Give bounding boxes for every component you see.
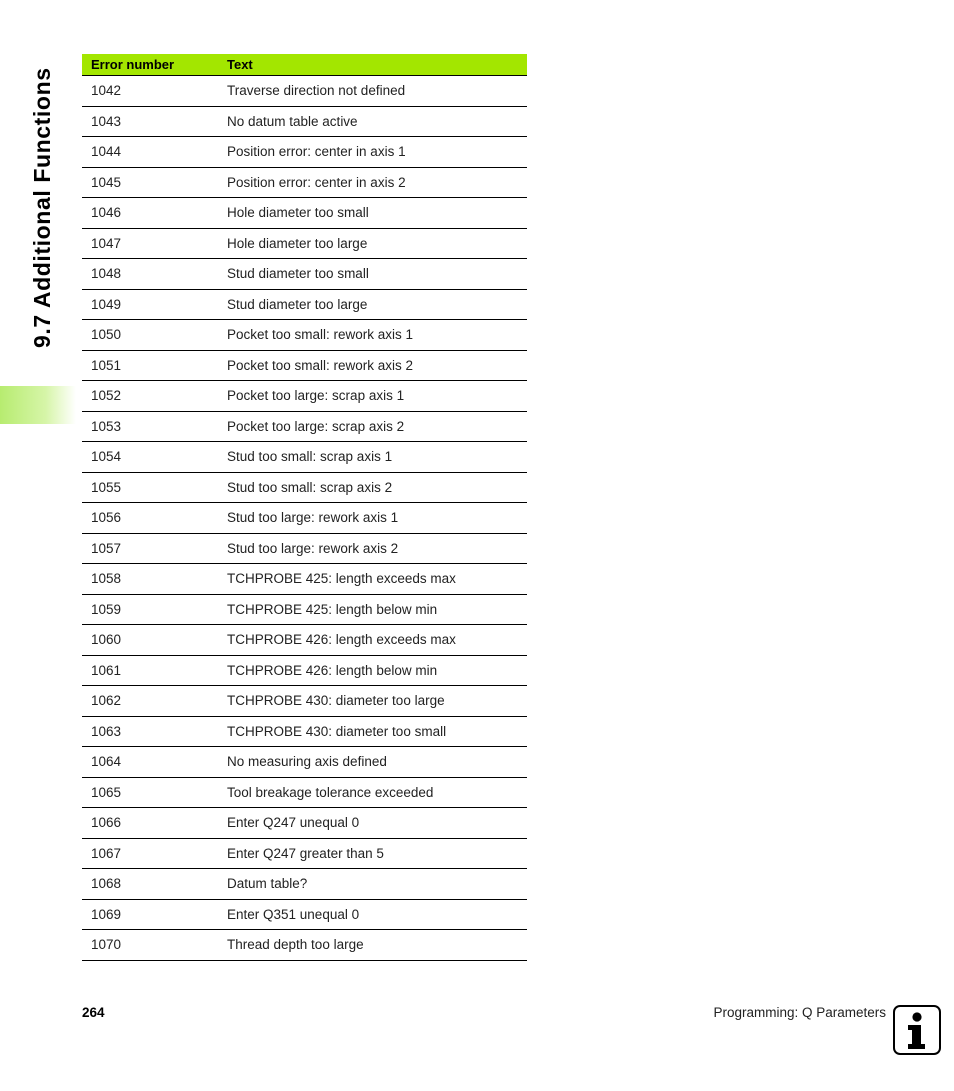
footer-chapter-title: Programming: Q Parameters xyxy=(713,1005,886,1020)
error-number-cell: 1046 xyxy=(82,198,218,229)
error-number-cell: 1069 xyxy=(82,899,218,930)
table-row xyxy=(82,594,527,625)
error-number-cell: 1063 xyxy=(82,716,218,747)
table-row xyxy=(82,259,527,290)
table-row xyxy=(82,686,527,717)
error-table xyxy=(82,54,527,961)
table-row xyxy=(82,808,527,839)
error-text-cell: TCHPROBE 426: length exceeds max xyxy=(218,625,527,656)
error-text-cell: Stud diameter too small xyxy=(218,259,527,290)
error-text-cell: No datum table active xyxy=(218,106,527,137)
error-text-cell: Tool breakage tolerance exceeded xyxy=(218,777,527,808)
error-text-cell: Stud too small: scrap axis 1 xyxy=(218,442,527,473)
table-row xyxy=(82,564,527,595)
error-text-cell: Traverse direction not defined xyxy=(218,76,527,107)
error-number-cell: 1042 xyxy=(82,76,218,107)
table-row xyxy=(82,777,527,808)
table-row xyxy=(82,655,527,686)
error-number-cell: 1052 xyxy=(82,381,218,412)
table-row xyxy=(82,350,527,381)
error-number-cell: 1043 xyxy=(82,106,218,137)
error-number-cell: 1066 xyxy=(82,808,218,839)
table-row xyxy=(82,747,527,778)
error-text-cell: Stud diameter too large xyxy=(218,289,527,320)
error-number-cell: 1055 xyxy=(82,472,218,503)
error-number-cell: 1050 xyxy=(82,320,218,351)
error-text-cell: Pocket too small: rework axis 1 xyxy=(218,320,527,351)
error-text-cell: No measuring axis defined xyxy=(218,747,527,778)
error-number-cell: 1070 xyxy=(82,930,218,961)
table-row xyxy=(82,838,527,869)
table-row xyxy=(82,442,527,473)
error-text-cell: Enter Q247 greater than 5 xyxy=(218,838,527,869)
error-number-cell: 1067 xyxy=(82,838,218,869)
table-row xyxy=(82,106,527,137)
error-number-cell: 1045 xyxy=(82,167,218,198)
error-text-cell: Pocket too large: scrap axis 1 xyxy=(218,381,527,412)
error-text-cell: Enter Q247 unequal 0 xyxy=(218,808,527,839)
error-number-cell: 1049 xyxy=(82,289,218,320)
table-row xyxy=(82,899,527,930)
table-row xyxy=(82,76,527,107)
error-number-cell: 1056 xyxy=(82,503,218,534)
error-number-cell: 1053 xyxy=(82,411,218,442)
error-number-cell: 1065 xyxy=(82,777,218,808)
error-text-cell: Thread depth too large xyxy=(218,930,527,961)
error-text-cell: Hole diameter too small xyxy=(218,198,527,229)
error-number-cell: 1061 xyxy=(82,655,218,686)
page-number: 264 xyxy=(82,1005,105,1020)
error-number-cell: 1068 xyxy=(82,869,218,900)
error-number-cell: 1064 xyxy=(82,747,218,778)
error-number-cell: 1044 xyxy=(82,137,218,168)
table-row xyxy=(82,533,527,564)
error-text-cell: Datum table? xyxy=(218,869,527,900)
table-row xyxy=(82,930,527,961)
table-row xyxy=(82,716,527,747)
table-row xyxy=(82,625,527,656)
table-row xyxy=(82,503,527,534)
error-text-cell: TCHPROBE 425: length below min xyxy=(218,594,527,625)
error-number-cell: 1047 xyxy=(82,228,218,259)
error-number-cell: 1059 xyxy=(82,594,218,625)
error-text-cell: Stud too large: rework axis 2 xyxy=(218,533,527,564)
table-row xyxy=(82,381,527,412)
table-row xyxy=(82,411,527,442)
error-text-cell: Stud too small: scrap axis 2 xyxy=(218,472,527,503)
column-header-error-number: Error number xyxy=(82,54,218,76)
table-row xyxy=(82,198,527,229)
table-row xyxy=(82,320,527,351)
error-text-cell: Position error: center in axis 1 xyxy=(218,137,527,168)
error-text-cell: TCHPROBE 426: length below min xyxy=(218,655,527,686)
error-text-cell: TCHPROBE 430: diameter too large xyxy=(218,686,527,717)
error-number-cell: 1048 xyxy=(82,259,218,290)
error-text-cell: Enter Q351 unequal 0 xyxy=(218,899,527,930)
chapter-tab-marker xyxy=(0,386,76,424)
table-row xyxy=(82,869,527,900)
error-text-cell: Position error: center in axis 2 xyxy=(218,167,527,198)
error-text-cell: Hole diameter too large xyxy=(218,228,527,259)
table-header-row xyxy=(82,54,527,76)
table-row xyxy=(82,228,527,259)
table-row xyxy=(82,167,527,198)
error-text-cell: Pocket too large: scrap axis 2 xyxy=(218,411,527,442)
error-text-cell: Stud too large: rework axis 1 xyxy=(218,503,527,534)
table-row xyxy=(82,137,527,168)
info-icon xyxy=(893,1005,941,1055)
section-title xyxy=(28,52,56,348)
table-row xyxy=(82,289,527,320)
error-number-cell: 1057 xyxy=(82,533,218,564)
error-number-cell: 1060 xyxy=(82,625,218,656)
column-header-text: Text xyxy=(218,54,527,76)
error-number-cell: 1058 xyxy=(82,564,218,595)
error-text-cell: TCHPROBE 425: length exceeds max xyxy=(218,564,527,595)
error-text-cell: Pocket too small: rework axis 2 xyxy=(218,350,527,381)
error-number-cell: 1051 xyxy=(82,350,218,381)
error-number-cell: 1054 xyxy=(82,442,218,473)
table-row xyxy=(82,472,527,503)
error-text-cell: TCHPROBE 430: diameter too small xyxy=(218,716,527,747)
section-title-text: 9.7 Additional Functions xyxy=(29,67,55,348)
error-number-cell: 1062 xyxy=(82,686,218,717)
